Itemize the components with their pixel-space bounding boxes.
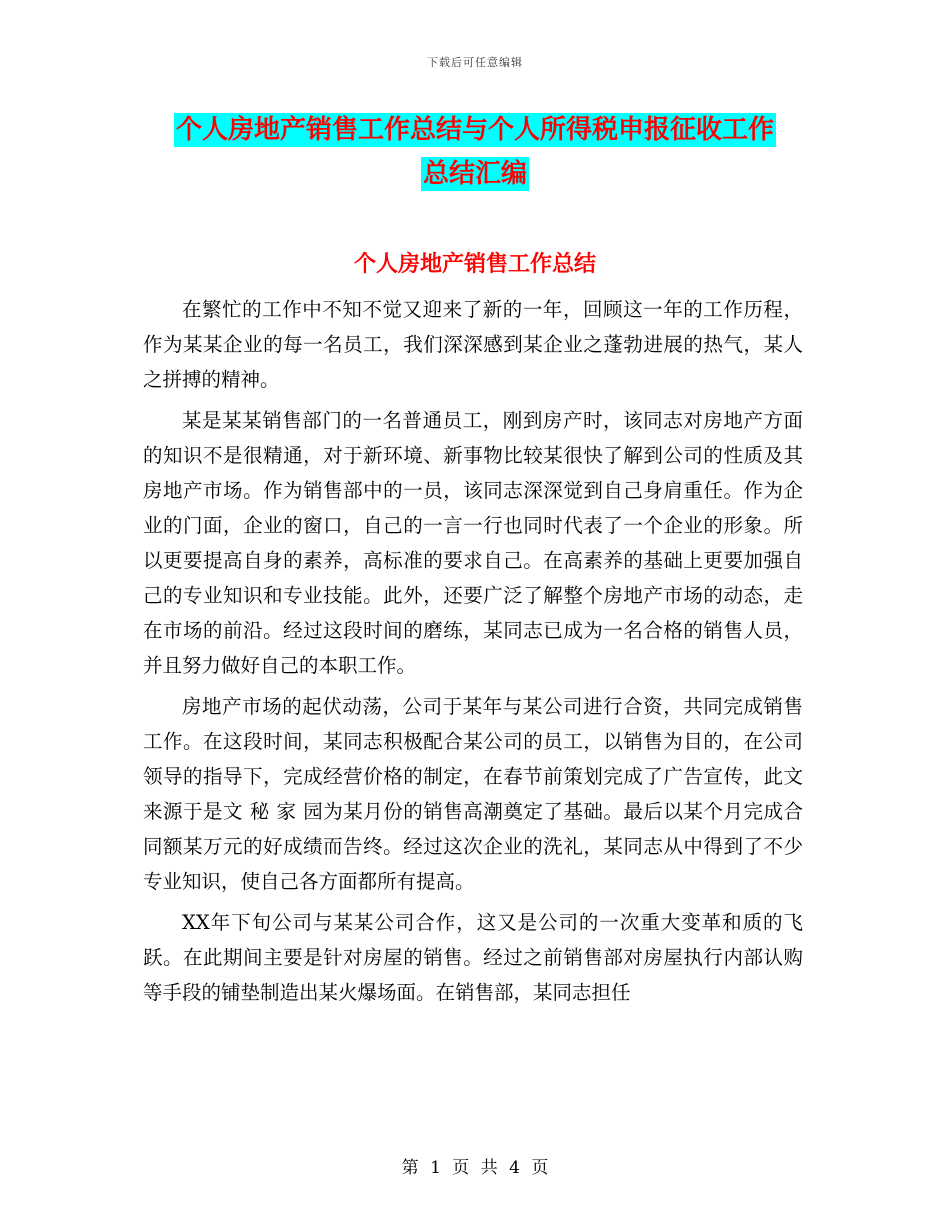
paragraph: XX年下旬公司与某某公司合作，这又是公司的一次重大变革和质的飞跃。在此期间主要是针对房屋的销售。经过之前销售部对房屋执行内部认购等手段的铺垫制造出某火爆场面。在销售部，某同志担任	[143, 911, 803, 1004]
paragraph: 房地产市场的起伏动荡，公司于某年与某公司进行合资，共同完成销售工作。在这段时间，某同志积极配合某公司的员工，以销售为目的，在公司领导的指导下，完成经营价格的制定，在春节前策划完成了广告宣传，此文来源于是文 秘 家 园为某月份的销售高潮奠定了基础。最后以某个月完成合同额某万元的好成绩而告终。经过这次企业的洗礼，某同志从中得到了不少专业知识，使自己各方面都所有提高。	[143, 695, 803, 893]
body-text	[143, 292, 803, 1016]
paragraph: 某是某某销售部门的一名普通员工，刚到房产时，该同志对房地产方面的知识不是很精通，对于新环境、新事物比较某很快了解到公司的性质及其房地产市场。作为销售部中的一员，该同志深深觉到自己身肩重任。作为企业的门面，企业的窗口，自己的一言一行也同时代表了一个企业的形象。所以更要提高自身的素养，高标准的要求自己。在高素养的基础上更要加强自己的专业知识和专业技能。此外，还要广泛了解整个房地产市场的动态，走在市场的前沿。经过这段时间的磨练，某同志已成为一名合格的销售人员，并且努力做好自己的本职工作。	[143, 409, 803, 677]
page-number: 第 1 页 共 4 页	[401, 1158, 549, 1178]
document-title	[0, 108, 950, 196]
section-title: 个人房地产销售工作总结	[353, 252, 596, 277]
title-line-1: 个人房地产销售工作总结与个人所得税申报征收工作	[175, 115, 774, 145]
header-note: 下载后可任意编辑	[427, 56, 523, 69]
title-line-2: 总结汇编	[422, 159, 527, 189]
paragraph: 在繁忙的工作中不知不觉又迎来了新的一年，回顾这一年的工作历程，作为某某企业的每一名员工，我们深深感到某企业之蓬勃进展的热气，某人之拼搏的精神。	[143, 298, 803, 391]
